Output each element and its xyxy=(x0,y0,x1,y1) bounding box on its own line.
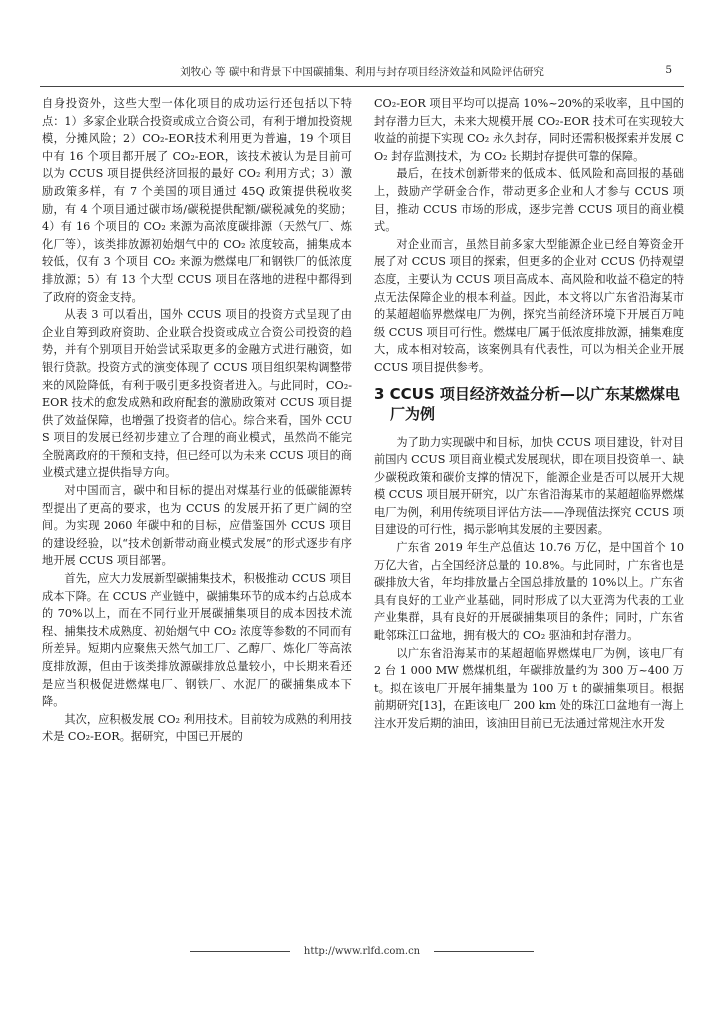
right-column xyxy=(374,95,684,733)
paragraph: CO₂-EOR 项目平均可以提高 10%~20%的采收率，且中国的封存潜力巨大，未来大规模开展 CO₂-EOR 技术可在实现较大收益的前提下实现 CO₂ 永久封存，同时还需积极探索并发展 CO₂ 封存监测技术，为 CO₂ 长期封存提供可靠的保障。 xyxy=(374,97,684,163)
footer-rule-left xyxy=(190,951,290,952)
footer-url[interactable]: http://www.rlfd.com.cn xyxy=(303,946,421,957)
paragraph: 首先，应大力发展新型碳捕集技术，积极推动 CCUS 项目成本下降。在 CCUS 产业链中，碳捕集环节的成本约占总成本的 70%以上，而在不同行业开展碳捕集项目的成本因技术流程、捕集技术成熟度、初始烟气中 CO₂ 浓度等参数的不同而有所差异。短期内应聚焦天然气加工厂、乙醇厂、炼化厂等高浓度排放源，但由于该类排放源碳排放总量较小，中长期来看还是应当积极促进燃煤电厂、钢铁厂、水泥厂的碳捕集成本下降。 xyxy=(42,572,352,709)
footer-rule-right xyxy=(434,951,534,952)
footer xyxy=(0,946,724,957)
paragraph: 为了助力实现碳中和目标，加快 CCUS 项目建设，针对目前国内 CCUS 项目商业模式发展现状，即在项目投资单一、缺少碳税政策和碳价支撑的情况下，能源企业是否可以展开大规模 CCUS 项目展开研究，以广东省沿海某市的某超超临界燃煤电厂为例，利用传统项目评估方法——净现值法探究 CCUS 项目建设的可行性，揭示影响其发展的主要因素。 xyxy=(374,435,684,537)
paragraph: 对中国而言，碳中和目标的提出对煤基行业的低碳能源转型提出了更高的要求，也为 CCUS 的发展开拓了更广阔的空间。为实现 2060 年碳中和的目标，应借鉴国外 CCUS 项目的建设经验，以“技术创新带动商业模式发展”的形式逐步有序地开展 CCUS 项目部署。 xyxy=(42,484,352,568)
paragraph: 自身投资外，这些大型一体化项目的成功运行还包括以下特点：1）多家企业联合投资或成立合资公司，有利于增加投资规模，分摊风险；2）CO₂-EOR技术利用更为普遍，19 个项目中有 16 个项目都开展了 CO₂-EOR，该技术被认为是目前可以为 CCUS 项目提供经济回报的最好 CO₂ 利用方式；3）激励政策多样，有 7 个美国的项目通过 45Q 政策提供税收奖励，有 4 个项目通过碳市场/碳税提供配额/碳税减免的奖励；4）有 16 个项目的 CO₂ 来源为高浓度碳排源（天然气厂、炼化厂等），该类排放源初始烟气中的 CO₂ 浓度较高，捕集成本较低，仅有 3 个项目 CO₂ 来源为燃煤电厂和钢铁厂的低浓度排放源；5）有 13 个大型 CCUS 项目在落地的进程中都得到了政府的资金支持。 xyxy=(42,97,352,304)
page-number: 5 xyxy=(665,64,672,76)
paragraph: 其次，应积极发展 CO₂ 利用技术。目前较为成熟的利用技术是 CO₂-EOR。据研究，中国已开展的 xyxy=(42,712,352,744)
section-heading: 3 CCUS 项目经济效益分析—以广东某燃煤电厂为例 xyxy=(374,384,680,423)
paragraph: 以广东省沿海某市的某超超临界燃煤电厂为例，该电厂有 2 台 1 000 MW 燃煤机组，年碳排放量约为 300 万~400 万 t。拟在该电厂开展年捕集量为 100 万 t 的碳捕集项目。根据前期研究[13]，在距该电厂 200 km 处的珠江口盆地有一海上注水开发后期的油田，该油田目前已无法通过常规注水开发 xyxy=(374,646,684,730)
paragraph: 对企业而言，虽然目前多家大型能源企业已经自筹资金开展了对 CCUS 项目的探索，但更多的企业对 CCUS 仍持观望态度，主要认为 CCUS 项目高成本、高风险和收益不稳定的特点无法保障企业的根本利益。因此，本文将以广东省沿海某市的某超超临界燃煤电厂为例，探究当前经济环境下开展百万吨级 CCUS 项目可行性。燃煤电厂属于低浓度排放源，捕集难度大，成本相对较高，该案例具有代表性，可以为相关企业开展 CCUS 项目提供参考。 xyxy=(374,237,684,374)
header-rule xyxy=(40,86,684,87)
paragraph: 从表 3 可以看出，国外 CCUS 项目的投资方式呈现了由企业自筹到政府资助、企业联合投资或成立合资公司投资的趋势，并有个别项目开始尝试采取更多的金融方式进行融资，如银行贷款。投资方式的演变体现了 CCUS 项目组织架构调整带来的风险降低，有利于吸引更多投资者进入。与此同时，CO₂-EOR 技术的愈发成熟和政府配套的激励政策对 CCUS 项目提供了效益保障，也增强了投资者的信心。综合来看，国外 CCUS 项目的发展已经初步建立了合理的商业模式，虽然尚不能完全脱离政府的干预和支持，但已经可以为未来 CCUS 项目的商业模式建立提供指导方向。 xyxy=(42,308,352,480)
left-column xyxy=(42,95,352,746)
running-title: 刘牧心 等 碳中和背景下中国碳捕集、利用与封存项目经济效益和风险评估研究 xyxy=(180,66,544,78)
paragraph: 广东省 2019 年生产总值达 10.76 万亿，是中国首个 10 万亿大省，占全国经济总量的 10.8%。与此同时，广东省也是碳排放大省，年均排放量占全国总排放量的 10%以上。广东省具有良好的工业产业基础，同时形成了以大亚湾为代表的工业产业集群，具有良好的开展碳捕集项目的条件；同时，广东省毗邻珠江口盆地，拥有极大的 CO₂ 驱油和封存潜力。 xyxy=(374,541,684,643)
running-header xyxy=(40,64,684,80)
paragraph: 最后，在技术创新带来的低成本、低风险和高回报的基础上，鼓励产学研金合作，带动更多企业和人才参与 CCUS 项目，推动 CCUS 市场的形成，逐步完善 CCUS 项目的商业模式。 xyxy=(374,167,684,234)
